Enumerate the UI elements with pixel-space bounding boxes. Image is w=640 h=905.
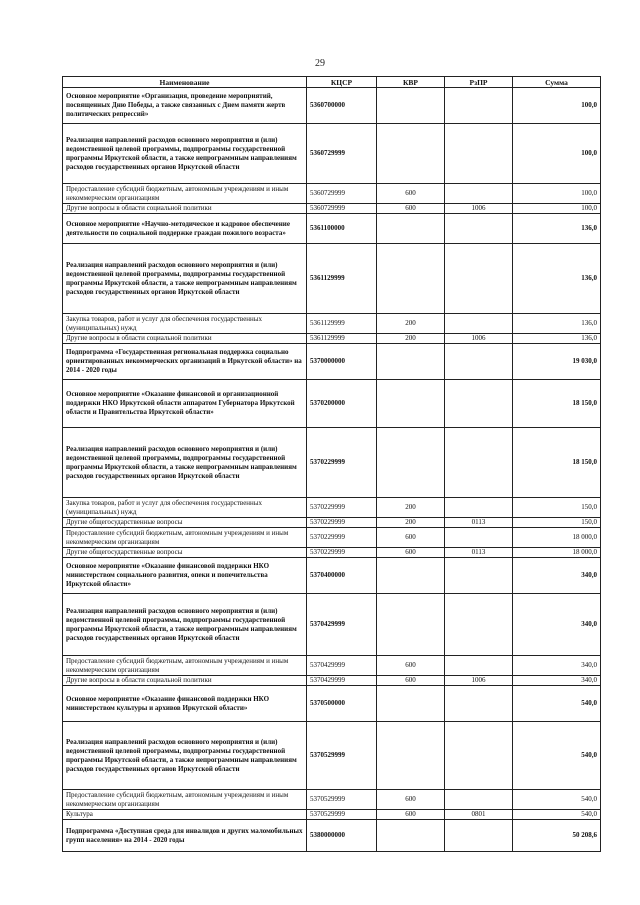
row-sum-cell: 340,0 xyxy=(513,558,601,594)
row-sum-cell: 136,0 xyxy=(513,314,601,334)
row-name-cell: Основное мероприятие «Оказание финансовой и организационной поддержки НКО Иркутской области аппаратом Губернатора Иркутской области и Правительства Иркутской области» xyxy=(63,380,307,428)
table-row xyxy=(63,528,601,548)
table-row xyxy=(63,594,601,656)
row-rzpr-cell xyxy=(445,184,513,204)
row-rzpr-cell xyxy=(445,314,513,334)
row-sum-cell: 340,0 xyxy=(513,594,601,656)
row-rzpr-cell xyxy=(445,380,513,428)
table-row xyxy=(63,204,601,214)
row-kvr-cell: 200 xyxy=(377,314,445,334)
table-header-row xyxy=(63,77,601,88)
row-name-cell: Культура xyxy=(63,810,307,820)
row-sum-cell: 540,0 xyxy=(513,722,601,790)
row-sum-cell: 136,0 xyxy=(513,214,601,244)
row-kvr-cell xyxy=(377,124,445,184)
row-sum-cell: 340,0 xyxy=(513,656,601,676)
row-rzpr-cell: 1006 xyxy=(445,334,513,344)
table-row xyxy=(63,810,601,820)
column-header-sum: Сумма xyxy=(513,77,601,88)
row-name-cell: Предоставление субсидий бюджетным, автономным учреждениям и иным некоммерческим организациям xyxy=(63,790,307,810)
table-row xyxy=(63,428,601,498)
row-rzpr-cell xyxy=(445,124,513,184)
table-row xyxy=(63,314,601,334)
row-kvr-cell xyxy=(377,344,445,380)
row-rzpr-cell xyxy=(445,558,513,594)
table-row xyxy=(63,820,601,852)
row-rzpr-cell xyxy=(445,820,513,852)
table-row xyxy=(63,676,601,686)
table-row xyxy=(63,548,601,558)
row-name-cell: Другие вопросы в области социальной политики xyxy=(63,204,307,214)
row-kvr-cell: 600 xyxy=(377,184,445,204)
row-sum-cell: 18 000,0 xyxy=(513,528,601,548)
row-name-cell: Предоставление субсидий бюджетным, автономным учреждениям и иным некоммерческим организациям xyxy=(63,528,307,548)
table-row xyxy=(63,124,601,184)
row-kvr-cell xyxy=(377,214,445,244)
row-rzpr-cell: 0113 xyxy=(445,548,513,558)
row-kcsr-cell: 5370429999 xyxy=(307,594,377,656)
row-name-cell: Подпрограмма «Государственная региональная поддержка социально ориентированных некоммерческих организаций в Иркутской области» на 2014 - 2020 годы xyxy=(63,344,307,380)
row-kvr-cell: 200 xyxy=(377,498,445,518)
row-sum-cell: 540,0 xyxy=(513,810,601,820)
row-kcsr-cell: 5380000000 xyxy=(307,820,377,852)
row-name-cell: Реализация направлений расходов основного мероприятия и (или) ведомственной целевой программы, подпрограммы государственной программы Иркутской области, а также непрограммным направлениям расходов государственных органов Иркутской области xyxy=(63,428,307,498)
table-row xyxy=(63,380,601,428)
row-kcsr-cell: 5370529999 xyxy=(307,790,377,810)
row-rzpr-cell xyxy=(445,498,513,518)
row-kcsr-cell: 5370229999 xyxy=(307,498,377,518)
table-row xyxy=(63,88,601,124)
row-sum-cell: 19 030,0 xyxy=(513,344,601,380)
row-kcsr-cell: 5360729999 xyxy=(307,184,377,204)
row-name-cell: Реализация направлений расходов основного мероприятия и (или) ведомственной целевой программы, подпрограммы государственной программы Иркутской области, а также непрограммным направлениям расходов государственных органов Иркутской области xyxy=(63,244,307,314)
row-sum-cell: 136,0 xyxy=(513,244,601,314)
row-sum-cell: 136,0 xyxy=(513,334,601,344)
row-name-cell: Основное мероприятие «Оказание финансовой поддержки НКО министерством социального развития, опеки и попечительства Иркутской области» xyxy=(63,558,307,594)
row-kvr-cell xyxy=(377,558,445,594)
table-row xyxy=(63,184,601,204)
row-kcsr-cell: 5370429999 xyxy=(307,676,377,686)
row-kcsr-cell: 5370400000 xyxy=(307,558,377,594)
row-kvr-cell xyxy=(377,244,445,314)
row-kvr-cell: 600 xyxy=(377,548,445,558)
row-kcsr-cell: 5361100000 xyxy=(307,214,377,244)
row-sum-cell: 540,0 xyxy=(513,790,601,810)
table-row xyxy=(63,344,601,380)
row-kcsr-cell: 5370500000 xyxy=(307,686,377,722)
row-sum-cell: 50 208,6 xyxy=(513,820,601,852)
row-name-cell: Другие вопросы в области социальной политики xyxy=(63,676,307,686)
column-header-name: Наименование xyxy=(63,77,307,88)
row-name-cell: Закупка товаров, работ и услуг для обеспечения государственных (муниципальных) нужд xyxy=(63,498,307,518)
row-kvr-cell: 200 xyxy=(377,518,445,528)
row-name-cell: Другие общегосударственные вопросы xyxy=(63,548,307,558)
row-kvr-cell xyxy=(377,428,445,498)
row-rzpr-cell: 1006 xyxy=(445,204,513,214)
row-kvr-cell: 600 xyxy=(377,528,445,548)
row-kcsr-cell: 5370529999 xyxy=(307,722,377,790)
row-rzpr-cell xyxy=(445,528,513,548)
row-rzpr-cell xyxy=(445,656,513,676)
row-sum-cell: 100,0 xyxy=(513,184,601,204)
row-kcsr-cell: 5370429999 xyxy=(307,656,377,676)
table-row xyxy=(63,214,601,244)
row-sum-cell: 340,0 xyxy=(513,676,601,686)
row-kcsr-cell: 5370229999 xyxy=(307,428,377,498)
row-name-cell: Закупка товаров, работ и услуг для обеспечения государственных (муниципальных) нужд xyxy=(63,314,307,334)
row-kvr-cell: 600 xyxy=(377,810,445,820)
row-name-cell: Реализация направлений расходов основного мероприятия и (или) ведомственной целевой программы, подпрограммы государственной программы Иркутской области, а также непрограммным направлениям расходов государственных органов Иркутской области xyxy=(63,722,307,790)
row-sum-cell: 18 150,0 xyxy=(513,428,601,498)
row-name-cell: Реализация направлений расходов основного мероприятия и (или) ведомственной целевой программы, подпрограммы государственной программы Иркутской области, а также непрограммным направлениям расходов государственных органов Иркутской области xyxy=(63,594,307,656)
row-kvr-cell: 600 xyxy=(377,676,445,686)
row-kvr-cell xyxy=(377,820,445,852)
table-row xyxy=(63,656,601,676)
table-row xyxy=(63,790,601,810)
row-sum-cell: 150,0 xyxy=(513,518,601,528)
table-row xyxy=(63,558,601,594)
row-rzpr-cell xyxy=(445,88,513,124)
row-kvr-cell xyxy=(377,594,445,656)
page-number: 29 xyxy=(315,58,325,69)
row-rzpr-cell xyxy=(445,790,513,810)
row-rzpr-cell xyxy=(445,214,513,244)
row-kcsr-cell: 5360729999 xyxy=(307,204,377,214)
row-rzpr-cell: 0801 xyxy=(445,810,513,820)
row-rzpr-cell xyxy=(445,686,513,722)
row-kvr-cell: 600 xyxy=(377,790,445,810)
row-rzpr-cell xyxy=(445,344,513,380)
row-kvr-cell xyxy=(377,722,445,790)
row-rzpr-cell xyxy=(445,594,513,656)
row-kcsr-cell: 5370000000 xyxy=(307,344,377,380)
row-kcsr-cell: 5370200000 xyxy=(307,380,377,428)
row-kcsr-cell: 5370229999 xyxy=(307,528,377,548)
row-name-cell: Реализация направлений расходов основного мероприятия и (или) ведомственной целевой программы, подпрограммы государственной программы Иркутской области, а также непрограммным направлениям расходов государственных органов Иркутской области xyxy=(63,124,307,184)
row-rzpr-cell xyxy=(445,428,513,498)
row-kvr-cell xyxy=(377,686,445,722)
row-kvr-cell xyxy=(377,88,445,124)
row-name-cell: Основное мероприятие «Научно-методическое и кадровое обеспечение деятельности по социальной поддержке граждан пожилого возраста» xyxy=(63,214,307,244)
row-name-cell: Основное мероприятие «Оказание финансовой поддержки НКО министерством культуры и архивов Иркутской области» xyxy=(63,686,307,722)
table-row xyxy=(63,518,601,528)
row-kvr-cell: 200 xyxy=(377,334,445,344)
row-kcsr-cell: 5361129999 xyxy=(307,244,377,314)
row-sum-cell: 150,0 xyxy=(513,498,601,518)
row-kcsr-cell: 5361129999 xyxy=(307,334,377,344)
table-row xyxy=(63,334,601,344)
row-sum-cell: 540,0 xyxy=(513,686,601,722)
row-kcsr-cell: 5370229999 xyxy=(307,548,377,558)
row-rzpr-cell xyxy=(445,244,513,314)
row-kcsr-cell: 5370529999 xyxy=(307,810,377,820)
row-kcsr-cell: 5360700000 xyxy=(307,88,377,124)
row-rzpr-cell xyxy=(445,722,513,790)
column-header-kvr: КВР xyxy=(377,77,445,88)
row-name-cell: Основное мероприятие «Организация, проведение мероприятий, посвященных Дню Победы, а также связанных с Днем памяти жертв политических репрессий» xyxy=(63,88,307,124)
table-row xyxy=(63,244,601,314)
row-sum-cell: 18 000,0 xyxy=(513,548,601,558)
row-kcsr-cell: 5360729999 xyxy=(307,124,377,184)
column-header-kcsr: КЦСР xyxy=(307,77,377,88)
row-sum-cell: 100,0 xyxy=(513,88,601,124)
table-body xyxy=(63,88,601,852)
table-row xyxy=(63,498,601,518)
row-sum-cell: 100,0 xyxy=(513,124,601,184)
row-sum-cell: 18 150,0 xyxy=(513,380,601,428)
row-kvr-cell: 600 xyxy=(377,656,445,676)
row-name-cell: Другие общегосударственные вопросы xyxy=(63,518,307,528)
row-name-cell: Предоставление субсидий бюджетным, автономным учреждениям и иным некоммерческим организациям xyxy=(63,656,307,676)
row-name-cell: Другие вопросы в области социальной политики xyxy=(63,334,307,344)
row-rzpr-cell: 1006 xyxy=(445,676,513,686)
row-name-cell: Предоставление субсидий бюджетным, автономным учреждениям и иным некоммерческим организациям xyxy=(63,184,307,204)
table-row xyxy=(63,722,601,790)
row-kvr-cell: 600 xyxy=(377,204,445,214)
row-rzpr-cell: 0113 xyxy=(445,518,513,528)
budget-table xyxy=(62,76,601,852)
row-kcsr-cell: 5370229999 xyxy=(307,518,377,528)
column-header-rzpr: РзПР xyxy=(445,77,513,88)
table-row xyxy=(63,686,601,722)
row-sum-cell: 100,0 xyxy=(513,204,601,214)
row-kcsr-cell: 5361129999 xyxy=(307,314,377,334)
row-kvr-cell xyxy=(377,380,445,428)
row-name-cell: Подпрограмма «Доступная среда для инвалидов и других маломобильных групп населения» на 2014 - 2020 годы xyxy=(63,820,307,852)
